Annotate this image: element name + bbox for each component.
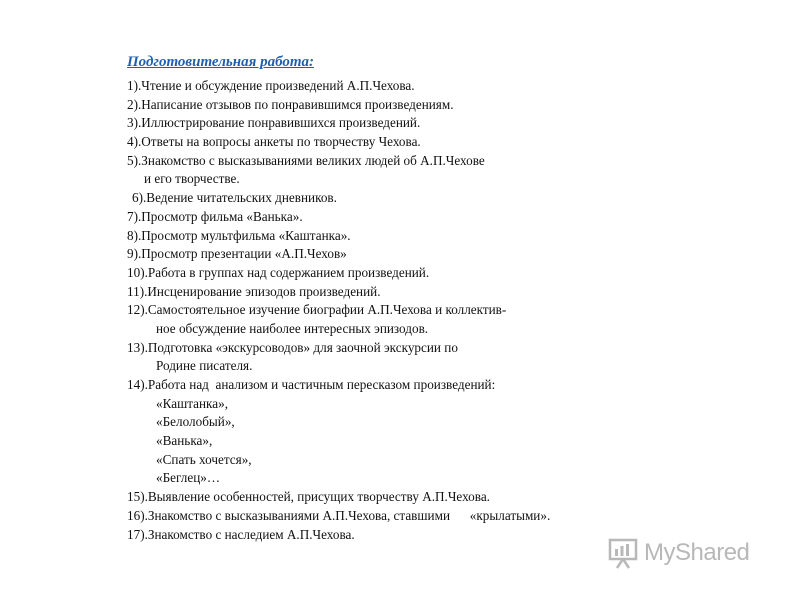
myshared-watermark bbox=[608, 535, 749, 571]
list-item: 15).Выявление особенностей, присущих творчеству А.П.Чехова. bbox=[127, 489, 490, 505]
list-item: 7).Просмотр фильма «Ванька». bbox=[127, 208, 303, 224]
list-item-continuation: ное обсуждение наиболее интересных эпизодов. bbox=[156, 320, 429, 336]
list-item: 11).Инсценирование эпизодов произведений. bbox=[127, 283, 381, 299]
list-item-continuation: и его творчестве. bbox=[144, 171, 240, 187]
list-item: 16).Знакомство с высказываниями А.П.Чехова, ставшими «крылатыми». bbox=[127, 507, 551, 523]
list-item: 13).Подготовка «экскурсоводов» для заочной экскурсии по bbox=[127, 339, 458, 355]
presentation-board-icon bbox=[608, 537, 638, 569]
list-item: 1).Чтение и обсуждение произведений А.П.Чехова. bbox=[127, 78, 415, 93]
list-item: 17).Знакомство с наследием А.П.Чехова. bbox=[127, 526, 355, 542]
section-heading: Подготовительная работа: bbox=[127, 54, 315, 70]
work-title: «Спать хочется», bbox=[156, 451, 252, 467]
list-item: 4).Ответы на вопросы анкеты по творчеству Чехова. bbox=[127, 134, 421, 150]
list-item: 14).Работа над анализом и частичным пересказом произведений: bbox=[127, 377, 496, 392]
work-title: «Белолобый», bbox=[156, 414, 235, 430]
list-item: 5).Знакомство с высказываниями великих людей об А.П.Чехове bbox=[127, 152, 485, 168]
list-item: 10).Работа в группах над содержанием произведений. bbox=[127, 264, 430, 280]
list-item: 3).Иллюстрирование понравившихся произведений. bbox=[127, 115, 421, 131]
work-title: «Ванька», bbox=[156, 433, 213, 449]
list-item: 12).Самостоятельное изучение биографии А.П.Чехова и коллектив- bbox=[127, 302, 507, 318]
watermark-text: MyShared bbox=[644, 539, 750, 566]
work-title: «Каштанка», bbox=[156, 395, 229, 411]
list-item: 8).Просмотр мультфильма «Каштанка». bbox=[127, 227, 351, 243]
preparatory-work-list bbox=[127, 77, 687, 544]
list-item: 9).Просмотр презентации «А.П.Чехов» bbox=[127, 246, 347, 262]
list-item: 6).Ведение читательских дневников. bbox=[132, 190, 337, 206]
list-item: 2).Написание отзывов по понравившимся произведениям. bbox=[127, 96, 454, 112]
list-item-continuation: Родине писателя. bbox=[156, 358, 253, 374]
work-title: «Беглец»… bbox=[156, 470, 221, 486]
